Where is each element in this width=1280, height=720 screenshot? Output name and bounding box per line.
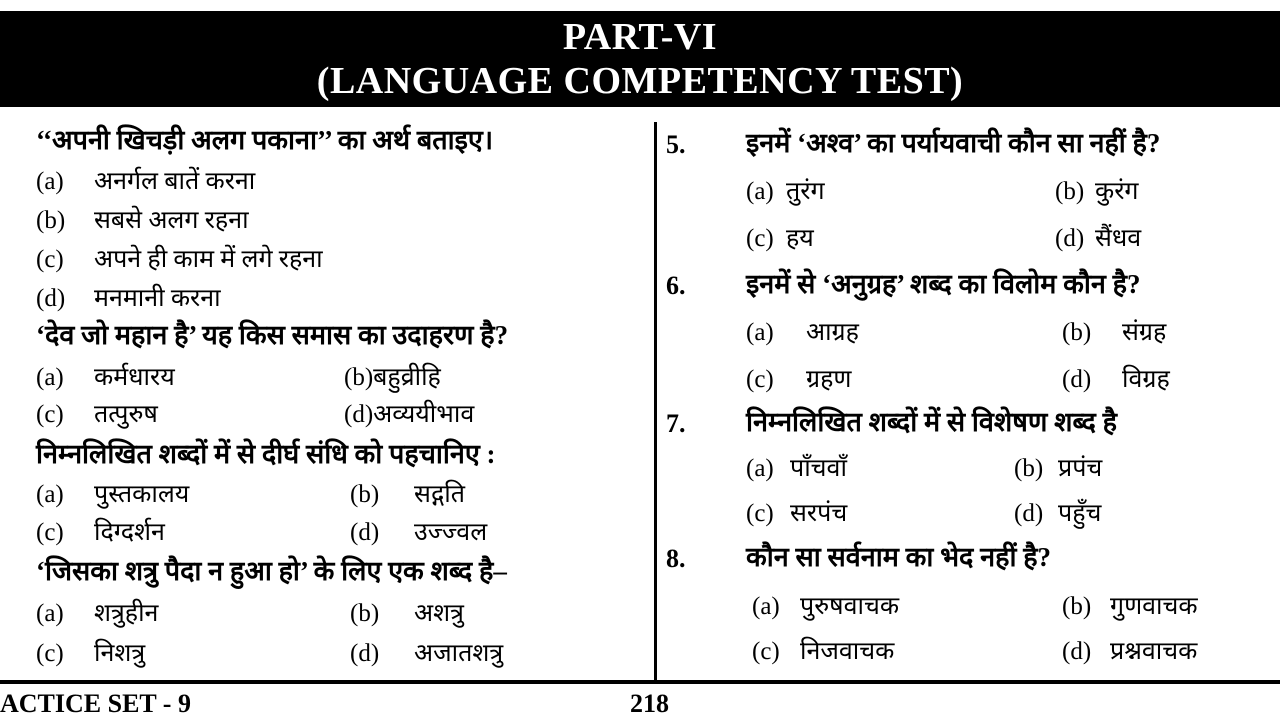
question-2-text: ‘देव जो महान है’ यह किस समास का उदाहरण है?	[36, 320, 509, 350]
footer-set-label: ACTICE SET - 9	[0, 689, 191, 718]
question-5-text: इनमें ‘अश्व’ का पर्यायवाची कौन सा नहीं है?	[746, 128, 1161, 158]
q1-option-d	[36, 282, 221, 316]
option-text: तत्पुरुष	[94, 401, 158, 428]
q3-option-d	[350, 516, 487, 550]
option-text: प्रपंच	[1058, 455, 1103, 482]
option-label: (c)	[36, 519, 64, 546]
q2-option-a	[36, 361, 175, 395]
option-label: (d)	[344, 401, 374, 428]
option-label: (b)	[344, 364, 374, 391]
q1-option-c	[36, 243, 323, 277]
option-text: अनर्गल बातें करना	[94, 168, 256, 195]
q4-option-a	[36, 597, 158, 631]
option-label: (c)	[36, 401, 64, 428]
question-8-text: कौन सा सर्वनाम का भेद नहीं है?	[746, 542, 1052, 572]
option-label: (a)	[746, 319, 774, 346]
option-label: (c)	[752, 638, 780, 665]
q2-option-b	[344, 361, 441, 395]
option-label: (a)	[746, 455, 774, 482]
question-7-text: निम्नलिखित शब्दों में से विशेषण शब्द है	[746, 407, 1117, 437]
question-6-number: 6.	[666, 271, 686, 300]
option-label: (d)	[1055, 225, 1085, 252]
q2-option-c	[36, 398, 158, 432]
option-label: (d)	[1062, 638, 1092, 665]
q4-option-d	[350, 637, 503, 671]
q5-option-a	[746, 175, 825, 209]
option-text: अव्ययीभाव	[373, 401, 475, 428]
option-text: निशत्रु	[94, 640, 146, 667]
q6-option-d	[1062, 363, 1170, 397]
page-number: 218	[630, 689, 669, 718]
option-label: (b)	[36, 207, 66, 234]
q3-option-b	[350, 478, 465, 512]
q7-option-d	[1014, 497, 1101, 531]
option-label: (a)	[752, 593, 780, 620]
option-label: (b)	[1014, 455, 1044, 482]
option-label: (d)	[1062, 366, 1092, 393]
q1-option-a	[36, 165, 255, 199]
q6-option-b	[1062, 316, 1166, 350]
option-label: (b)	[350, 600, 380, 627]
option-text: पुस्तकालय	[94, 481, 190, 508]
q8-option-d	[1062, 635, 1197, 669]
q2-option-d	[344, 398, 474, 432]
option-label: (b)	[1062, 593, 1092, 620]
option-label: (c)	[36, 246, 64, 273]
option-text: उज्ज्वल	[414, 519, 488, 546]
question-8-number: 8.	[666, 544, 686, 573]
option-text: गुणवाचक	[1110, 593, 1198, 620]
option-text: सद्गति	[414, 481, 465, 508]
question-3-text: निम्नलिखित शब्दों में से दीर्घ संधि को पहचानिए :	[36, 439, 496, 469]
option-text: बहुव्रीहि	[373, 364, 441, 391]
option-label: (d)	[350, 519, 380, 546]
option-text: पुरुषवाचक	[800, 593, 900, 620]
option-label: (a)	[36, 364, 64, 391]
option-text: आग्रह	[806, 319, 859, 346]
q6-option-c	[746, 363, 851, 397]
q5-option-d	[1055, 222, 1141, 256]
option-text: मनमानी करना	[94, 285, 221, 312]
option-text: निजवाचक	[800, 638, 895, 665]
top-margin	[0, 0, 1280, 11]
banner-title-line1: PART-VI	[562, 16, 718, 58]
option-label: (b)	[1062, 319, 1092, 346]
option-label: (a)	[36, 168, 64, 195]
question-1-text: ‘‘अपनी खिचड़ी अलग पकाना’’ का अर्थ बताइए।	[36, 125, 494, 155]
option-label: (d)	[350, 640, 380, 667]
section-banner	[0, 11, 1280, 107]
q1-option-b	[36, 204, 249, 238]
option-text: शत्रुहीन	[94, 600, 159, 627]
q7-option-a	[746, 452, 847, 486]
question-5-number: 5.	[666, 130, 686, 159]
q7-option-c	[746, 497, 847, 531]
column-divider	[654, 122, 657, 680]
q3-option-c	[36, 516, 165, 550]
option-text: अशत्रु	[414, 600, 464, 627]
q8-option-a	[752, 590, 899, 624]
q3-option-a	[36, 478, 189, 512]
option-text: सरपंच	[790, 500, 848, 527]
question-4-text: ‘जिसका शत्रु पैदा न हुआ हो’ के लिए एक शब्द है–	[36, 556, 507, 586]
option-text: अजातशत्रु	[414, 640, 504, 667]
option-text: प्रश्नवाचक	[1110, 638, 1198, 665]
option-label: (a)	[36, 600, 64, 627]
banner-title-line2: (LANGUAGE COMPETENCY TEST)	[316, 60, 964, 102]
q4-option-c	[36, 637, 145, 671]
option-label: (a)	[746, 178, 774, 205]
option-text: दिग्दर्शन	[94, 519, 165, 546]
option-text: सबसे अलग रहना	[94, 207, 249, 234]
option-label: (c)	[746, 366, 774, 393]
option-text: कुरंग	[1095, 178, 1139, 205]
option-text: पहुँच	[1058, 500, 1102, 527]
option-text: सैंधव	[1095, 225, 1142, 252]
option-text: अपने ही काम में लगे रहना	[94, 246, 323, 273]
option-label: (d)	[1014, 500, 1044, 527]
option-label: (b)	[1055, 178, 1085, 205]
option-label: (c)	[36, 640, 64, 667]
footer-rule	[0, 680, 1280, 684]
option-text: कर्मधारय	[94, 364, 175, 391]
option-text: संग्रह	[1122, 319, 1167, 346]
question-6-text: इनमें से ‘अनुग्रह’ शब्द का विलोम कौन है?	[746, 269, 1141, 299]
q8-option-b	[1062, 590, 1198, 624]
q6-option-a	[746, 316, 859, 350]
option-label: (c)	[746, 225, 774, 252]
option-text: विग्रह	[1122, 366, 1170, 393]
q4-option-b	[350, 597, 464, 631]
q7-option-b	[1014, 452, 1102, 486]
option-label: (d)	[36, 285, 66, 312]
q5-option-b	[1055, 175, 1139, 209]
question-7-number: 7.	[666, 409, 686, 438]
option-text: पाँचवाँ	[790, 455, 847, 482]
option-text: ग्रहण	[806, 366, 852, 393]
option-label: (a)	[36, 481, 64, 508]
option-label: (b)	[350, 481, 380, 508]
q8-option-c	[752, 635, 894, 669]
option-text: तुरंग	[786, 178, 825, 205]
option-label: (c)	[746, 500, 774, 527]
q5-option-c	[746, 222, 814, 256]
option-text: हय	[786, 225, 814, 252]
